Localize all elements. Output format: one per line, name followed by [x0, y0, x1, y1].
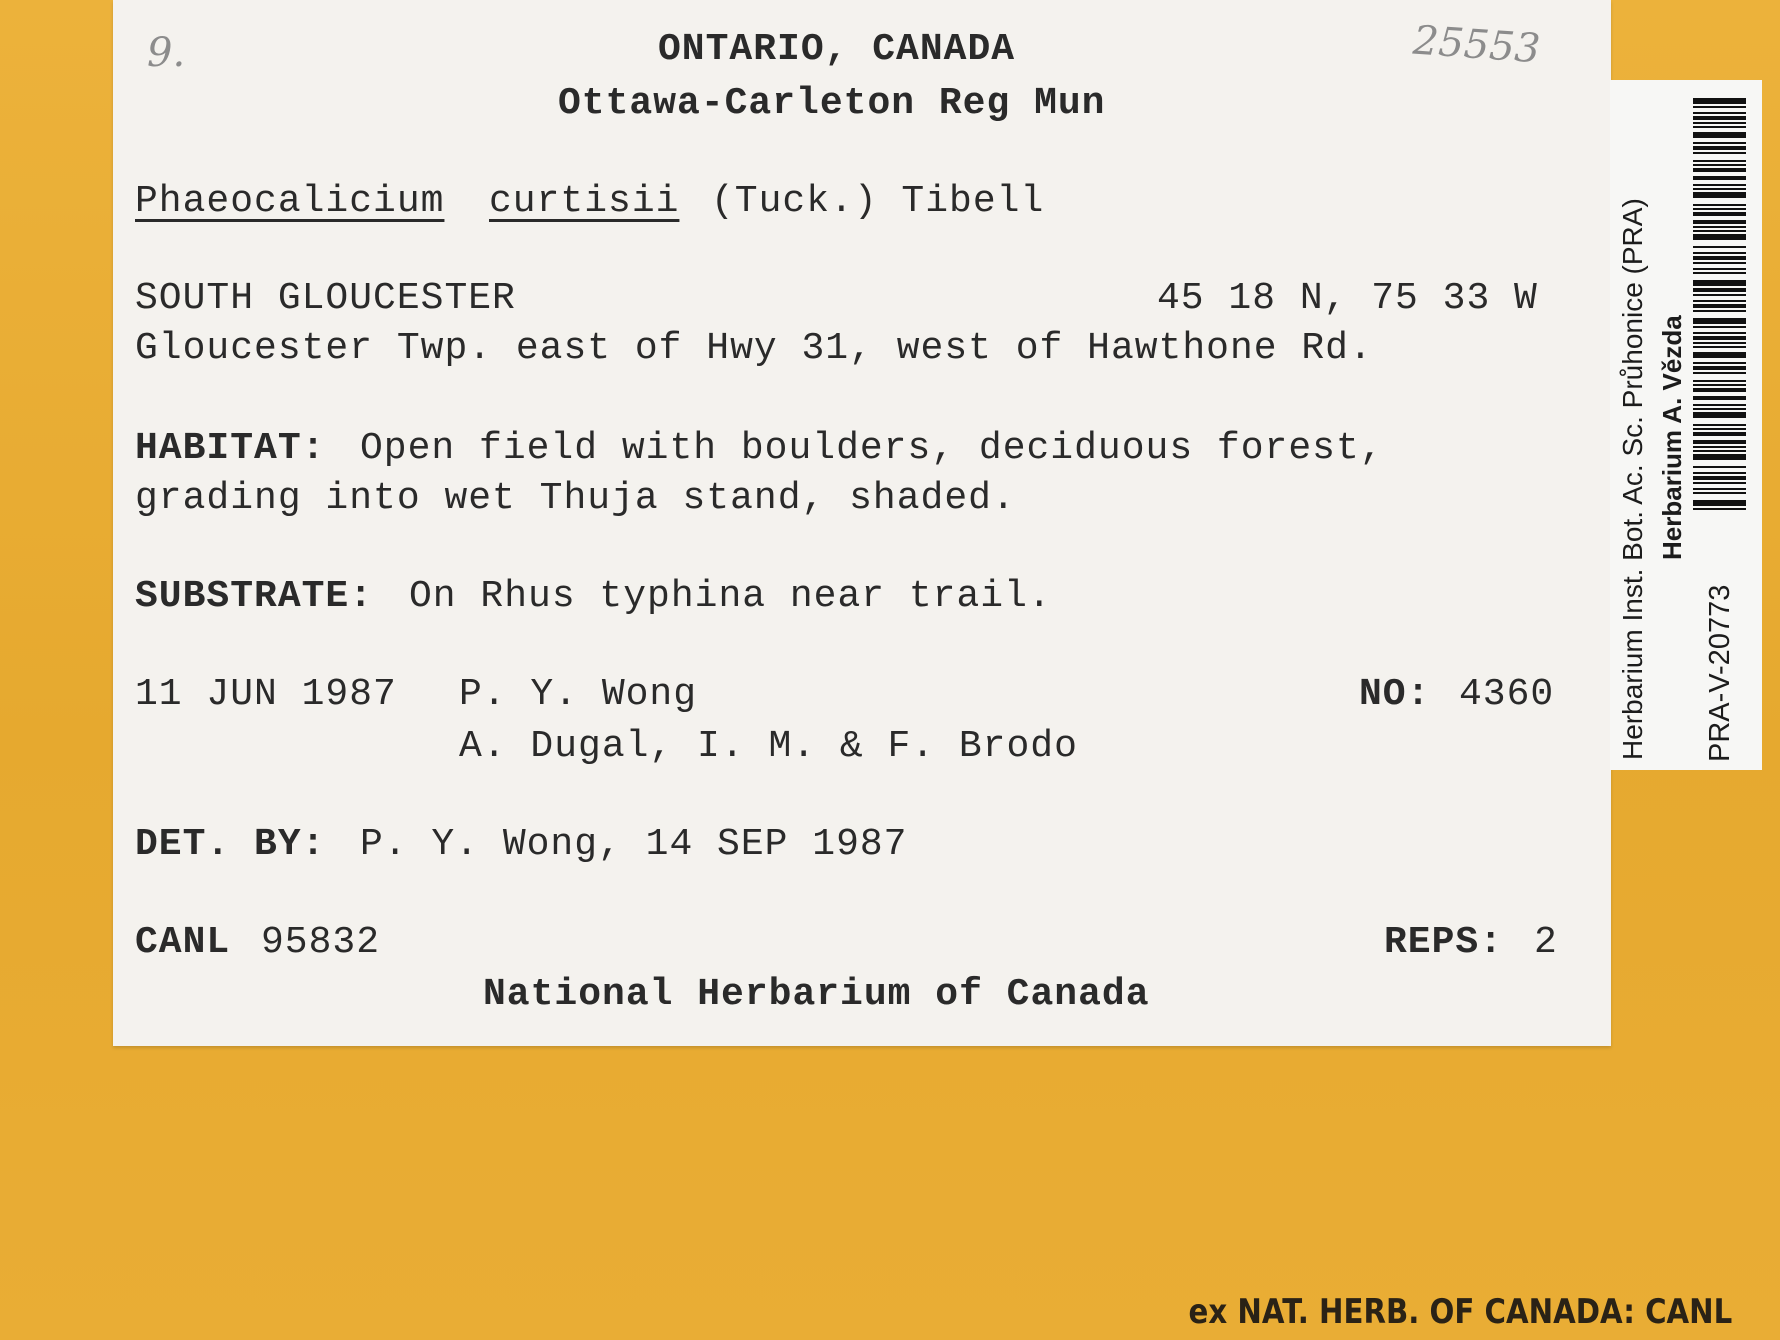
- barcode-bar: [1693, 446, 1746, 448]
- locality: SOUTH GLOUCESTER: [135, 277, 516, 320]
- barcode-bar: [1693, 184, 1746, 186]
- label-municipality: Ottawa-Carleton Reg Mun: [558, 82, 1106, 125]
- barcode-bar: [1693, 432, 1746, 436]
- barcode-bar: [1693, 500, 1746, 506]
- substrate-text: On Rhus typhina near trail.: [409, 575, 1052, 618]
- barcode-bar: [1693, 342, 1746, 344]
- herbarium-collection: Herbarium A. Vězda: [1657, 315, 1687, 560]
- canl-number: 95832: [261, 921, 381, 964]
- barcode-bar: [1693, 204, 1746, 206]
- barcode-bar: [1693, 396, 1746, 400]
- reps-value: 2: [1534, 921, 1558, 964]
- herbarium-name: Herbarium Inst. Bot. Ac. Sc. Průhonice (PRA): [1617, 198, 1648, 760]
- barcode-bar: [1693, 388, 1746, 392]
- barcode-bar: [1693, 466, 1746, 468]
- collection-date: 11 JUN 1987: [135, 673, 397, 716]
- barcode-bar: [1693, 226, 1746, 228]
- barcode-bar: [1693, 268, 1746, 270]
- handwritten-number: 25553: [1411, 17, 1542, 73]
- locality-detail: Gloucester Twp. east of Hwy 31, west of Hawthone Rd.: [135, 327, 1373, 370]
- barcode-bar: [1693, 262, 1746, 264]
- barcode-bar: [1693, 280, 1746, 286]
- barcode-bar: [1693, 252, 1746, 254]
- barcode-bar: [1693, 212, 1746, 216]
- specimen-id: PRA-V-20773: [1704, 584, 1736, 762]
- barcode-bar: [1693, 482, 1746, 484]
- barcode-bar: [1693, 408, 1746, 410]
- barcode-bar: [1693, 384, 1746, 386]
- barcode-bar: [1693, 188, 1746, 190]
- handwritten-mark: 9.: [147, 30, 186, 76]
- barcode-bar: [1693, 508, 1746, 510]
- determination-text: P. Y. Wong, 14 SEP 1987: [360, 823, 908, 866]
- substrate-heading: SUBSTRATE:: [135, 575, 374, 618]
- barcode-bar: [1693, 440, 1746, 444]
- barcode-bar: [1693, 142, 1746, 144]
- barcode-bar: [1693, 300, 1746, 302]
- barcode-bar: [1693, 272, 1746, 274]
- barcode-bar: [1693, 176, 1746, 180]
- barcode-bar: [1693, 476, 1746, 480]
- determination-label: DET. BY:: [135, 823, 326, 866]
- barcode-bar: [1693, 304, 1746, 308]
- specimen-label: [113, 0, 1611, 1046]
- barcode-graphic: [1693, 98, 1746, 510]
- barcode-bar: [1693, 332, 1746, 334]
- barcode-bar: [1693, 424, 1746, 426]
- barcode-bar: [1693, 294, 1746, 296]
- co-collectors: A. Dugal, I. M. & F. Brodo: [459, 725, 1078, 768]
- barcode-bar: [1693, 488, 1746, 490]
- reps-label: REPS:: [1384, 921, 1504, 964]
- barcode-bar: [1693, 230, 1746, 232]
- barcode-bar: [1693, 132, 1746, 138]
- barcode-bar: [1693, 454, 1746, 460]
- barcode-bar: [1693, 404, 1746, 406]
- barcode-bar: [1693, 326, 1746, 328]
- barcode-bar: [1693, 346, 1746, 348]
- canl-label: CANL: [135, 921, 231, 964]
- habitat-line-1: Open field with boulders, deciduous forest,: [360, 427, 1384, 470]
- barcode-bar: [1693, 246, 1746, 248]
- barcode-bar: [1693, 234, 1746, 240]
- barcode-bar: [1693, 146, 1746, 150]
- provenance-stamp: ex NAT. HERB. OF CANADA: CANL: [1188, 1292, 1732, 1332]
- habitat-heading: HABITAT:: [135, 427, 326, 470]
- barcode-bar: [1693, 450, 1746, 452]
- barcode-bar: [1693, 310, 1746, 312]
- collection-number: 4360: [1459, 673, 1555, 716]
- barcode-bar: [1693, 122, 1746, 124]
- barcode-bar: [1693, 98, 1746, 104]
- collector: P. Y. Wong: [459, 673, 698, 716]
- barcode-bar: [1693, 164, 1746, 166]
- barcode-bar: [1693, 362, 1746, 364]
- barcode-bar: [1693, 160, 1746, 162]
- barcode-bar: [1693, 366, 1746, 370]
- barcode-bar: [1693, 106, 1746, 108]
- barcode-bar: [1693, 336, 1746, 340]
- barcode-bar: [1693, 192, 1746, 198]
- barcode-bar: [1693, 412, 1746, 418]
- collection-number-label: NO:: [1359, 673, 1431, 716]
- barcode-bar: [1693, 428, 1746, 430]
- barcode-bar: [1693, 472, 1746, 474]
- barcode-bar: [1693, 116, 1746, 120]
- taxon-genus: Phaeocalicium: [135, 180, 445, 223]
- barcode-bar: [1693, 256, 1746, 260]
- taxon-authority: (Tuck.) Tibell: [711, 180, 1045, 223]
- label-region: ONTARIO, CANADA: [658, 28, 1016, 71]
- barcode-bar: [1693, 372, 1746, 374]
- habitat-line-2: grading into wet Thuja stand, shaded.: [135, 477, 1016, 520]
- barcode-bar: [1693, 152, 1746, 154]
- barcode-bar: [1693, 126, 1746, 128]
- barcode-bar: [1693, 380, 1746, 382]
- barcode-bar: [1693, 168, 1746, 172]
- barcode-bar: [1693, 220, 1746, 224]
- barcode-bar: [1693, 112, 1746, 114]
- barcode-bar: [1693, 318, 1746, 324]
- barcode-bar: [1693, 492, 1746, 494]
- barcode-bar: [1693, 288, 1746, 292]
- institution-name: National Herbarium of Canada: [483, 973, 1150, 1016]
- taxon-species: curtisii: [489, 180, 680, 223]
- coordinates: 45 18 N, 75 33 W: [1157, 277, 1538, 320]
- barcode-bar: [1693, 352, 1746, 358]
- barcode-bar: [1693, 208, 1746, 210]
